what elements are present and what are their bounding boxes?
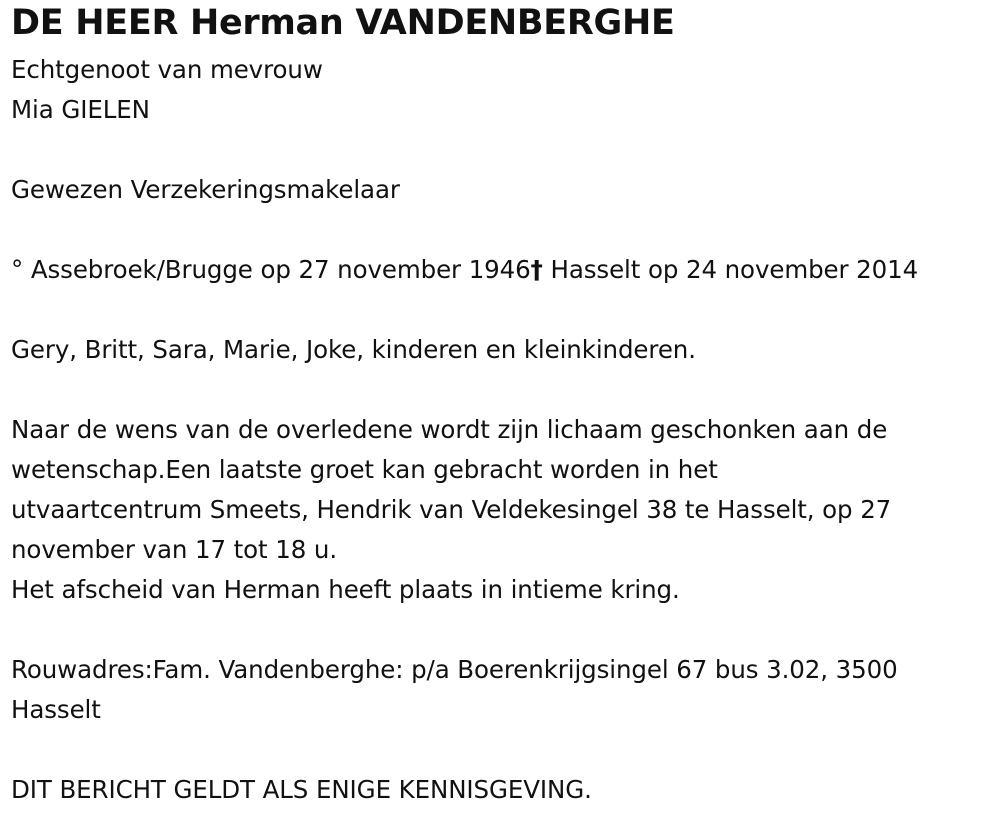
spacer — [11, 290, 996, 330]
spacer — [11, 130, 996, 170]
birth-death-line — [11, 250, 996, 290]
spacer — [11, 210, 996, 250]
wish-line: utvaartcentrum Smeets, Hendrik van Veldekesingel 38 te Hasselt, op 27 — [11, 495, 892, 524]
spacer — [11, 730, 996, 770]
notice-title: DE HEER Herman VANDENBERGHE — [11, 3, 675, 43]
farewell-line: Het afscheid van Herman heeft plaats in intieme kring. — [11, 575, 680, 604]
death-notice — [11, 0, 996, 810]
family-line: Gery, Britt, Sara, Marie, Joke, kinderen en kleinkinderen. — [11, 335, 696, 364]
spacer — [11, 370, 996, 410]
death-info: Hasselt op 24 november 2014 — [542, 255, 919, 284]
spacer — [11, 610, 996, 650]
address-line: Rouwadres:Fam. Vandenberghe: p/a Boerenkrijgsingel 67 bus 3.02, 3500 — [11, 655, 898, 684]
cross-icon: † — [530, 255, 543, 284]
wish-line: november van 17 tot 18 u. — [11, 535, 338, 564]
address-line: Hasselt — [11, 695, 101, 724]
wish-line: Naar de wens van de overledene wordt zijn lichaam geschonken aan de — [11, 415, 888, 444]
birth-info: ° Assebroek/Brugge op 27 november 1946 — [11, 255, 531, 284]
closing-line: DIT BERICHT GELDT ALS ENIGE KENNISGEVING. — [11, 775, 592, 804]
spouse-line: Echtgenoot van mevrouw — [11, 55, 323, 84]
spouse-name: Mia GIELEN — [11, 95, 150, 124]
wish-line: wetenschap.Een laatste groet kan gebracht worden in het — [11, 455, 718, 484]
profession: Gewezen Verzekeringsmakelaar — [11, 175, 400, 204]
